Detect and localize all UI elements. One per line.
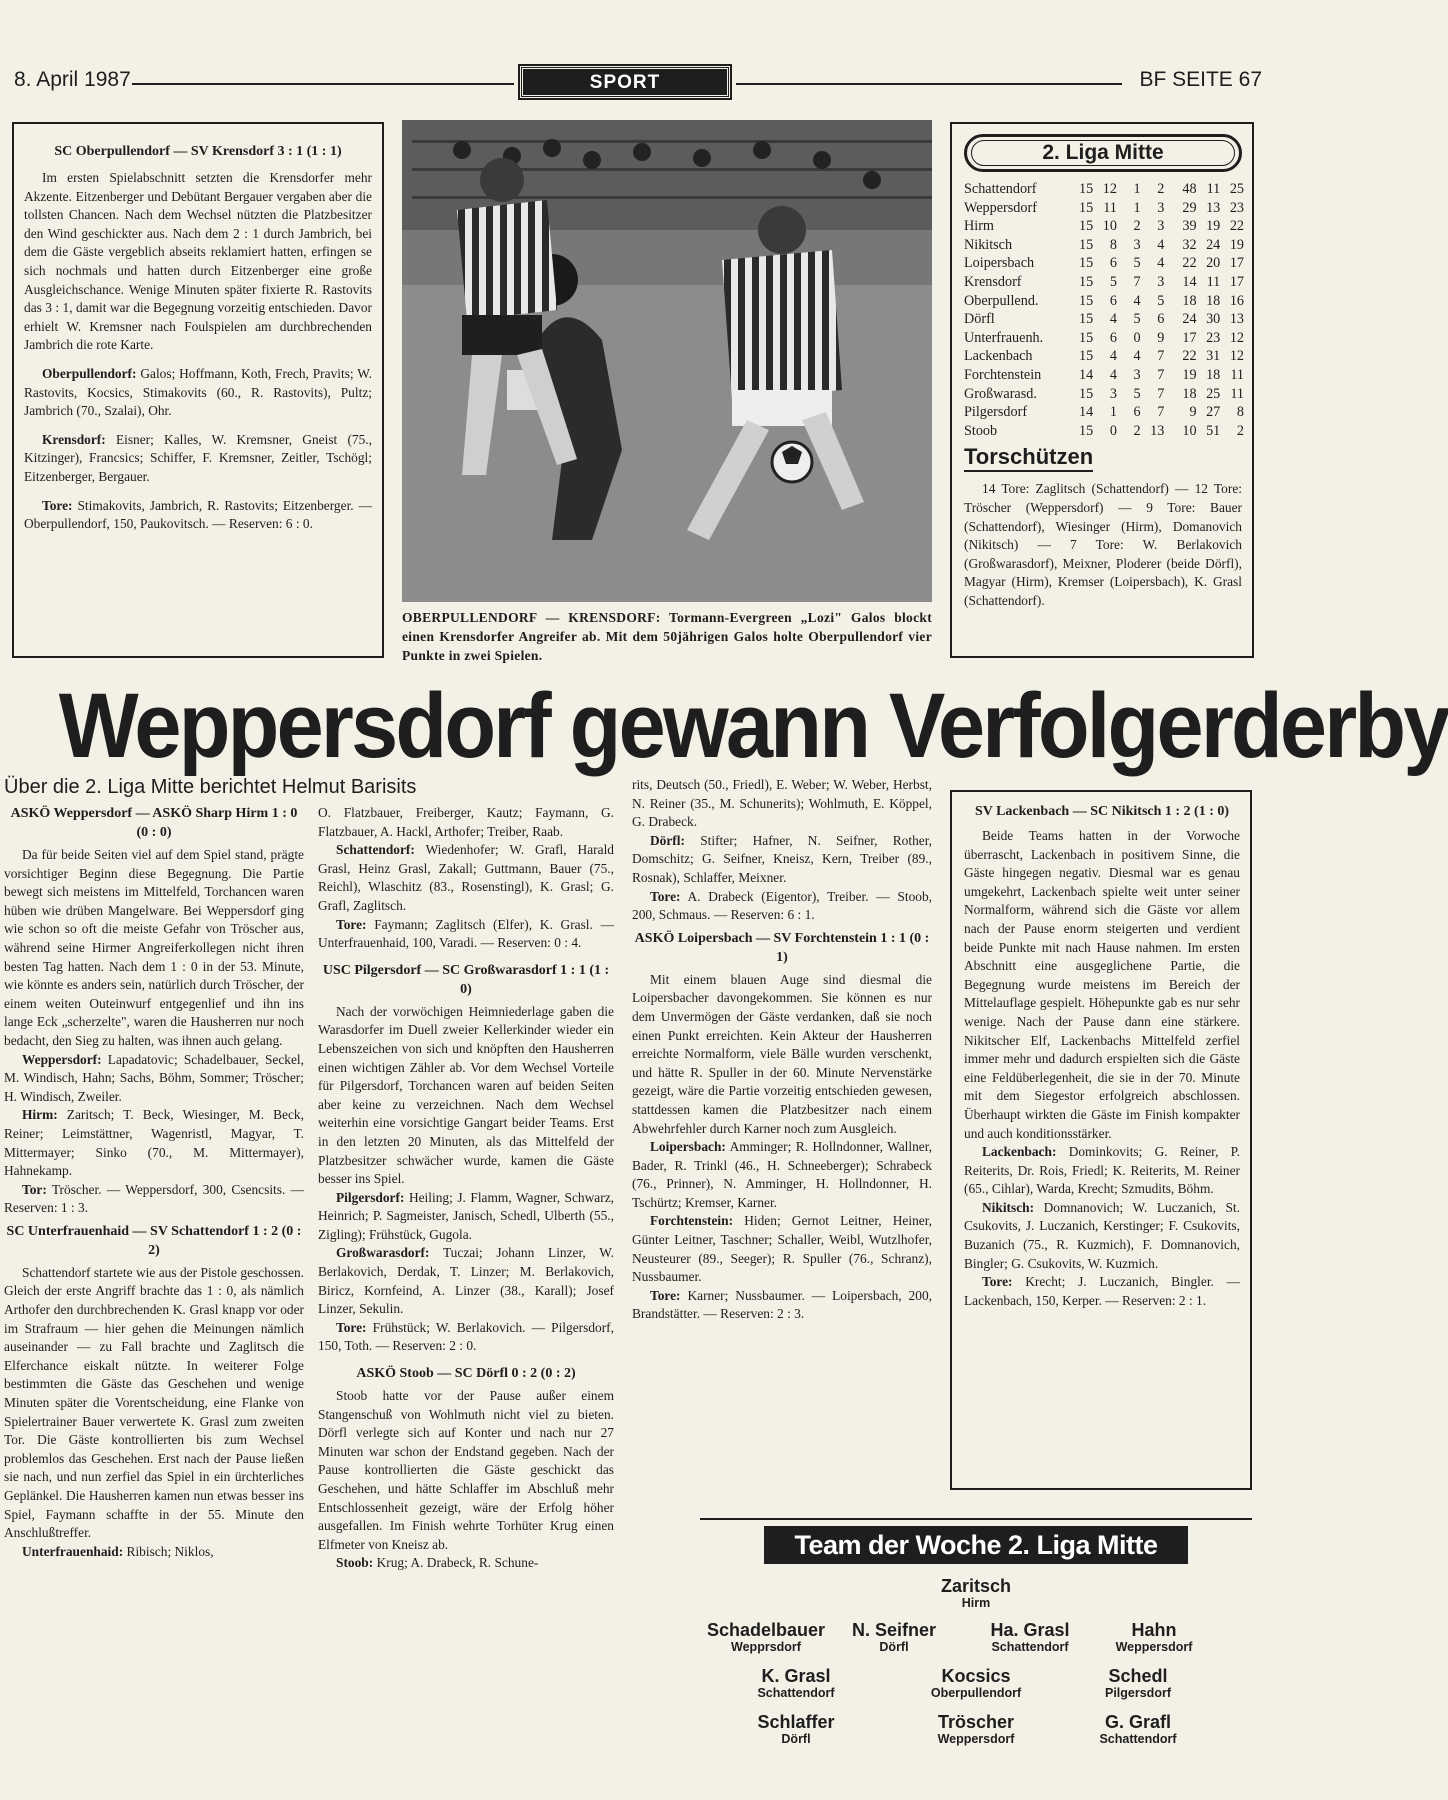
report-lackenbach-nikitsch: Beide Teams hatten in der Vorwoche überrascht, Lackenbach in positivem Sinne, die Gäste hingegen negativ. Diesmal war es genau umgekehrt, Lackenbach spielte weit unter seiner Normalform, während sich die Gäste vor allem nach der Pause enorm steigerten und verdient beide Punkte mit nach Hause nahmen. Im ersten Abschnitt eine ausgeglichene Partie, die Begegnung wurde meistens im Bereich der Mittelauflage gespielt. Höhepunkte gab es nur sehr wenige. Nach der Pause dann eine stärkere. Nikitscher Elf, Lackenbachs Mittelfeld zerfiel immer mehr und dadurch erspielten sich die Gäste eine Feldüberlegenheit, die sie in der 70. Minute mit dem Siegestor erfolgreich abschlossen. Überhaupt wirkten die Gäste im Finish kompakter und auch konditionsstärker. xyxy=(964,828,1240,1141)
stat-cell: 20 xyxy=(1206,255,1221,272)
stat-cell: 4 xyxy=(1157,255,1165,272)
photo-caption: OBERPULLENDORF — KRENSDORF: Tormann-Evergreen „Lozi" Galos blockt einen Krensdorfer Angreifer ab. Mit dem 50jährigen Galos holte Oberpullendorf vier Punkte in zwei Spielen. xyxy=(402,610,932,663)
stat-cell: 3 xyxy=(1157,199,1165,216)
standings-row xyxy=(964,236,1244,255)
lineup-unterfrauenhaid-cont: O. Flatzbauer, Freiberger, Kautz; Faymann, G. Flatzbauer, A. Hackl, Arthofer; Treiber, Raab. xyxy=(318,805,614,839)
stat-cell: 15 xyxy=(1079,311,1094,328)
stat-cell: 13 xyxy=(1206,199,1221,216)
goals-line: Tore: Stimakovits, Jambrich, R. Rastovits; Eitzenberger. — Oberpullendorf, 150, Paukovitsch. — Reserven: 6 : 0. xyxy=(24,497,372,532)
stat-cell: 15 xyxy=(1079,218,1094,235)
league-table xyxy=(964,180,1244,440)
stat-cell: 2 xyxy=(1236,422,1244,439)
stat-cell: 19 xyxy=(1182,366,1197,383)
stat-cell: 4 xyxy=(1109,348,1117,365)
team-name: Pilgersdorf xyxy=(964,404,1028,421)
stat-cell: 6 xyxy=(1157,311,1165,328)
stat-cell: 4 xyxy=(1109,311,1117,328)
byline: Über die 2. Liga Mitte berichtet Helmut Barisits xyxy=(4,776,417,798)
lineup-pilgersdorf: Pilgersdorf: Heiling; J. Flamm, Wagner, Schwarz, Heinrich; P. Sagmeister, Janisch, Schedl, Ulberth (55., Zigling); Frühstück, Gugola. xyxy=(318,1189,614,1242)
lineup-stoob-cont: rits, Deutsch (50., Friedl), E. Weber; W. Weber, Herbst, N. Reiner (35., M. Schunerits); Wohlmuth, E. Köppel, G. Drabeck. xyxy=(632,777,932,830)
goals-pilgersdorf-grosswarasdorf: Tore: Frühstück; W. Berlakovich. — Pilgersdorf, 150, Toth. — Reserven: 2 : 0. xyxy=(318,1319,614,1354)
stat-cell: 23 xyxy=(1206,329,1221,346)
stat-cell: 9 xyxy=(1189,404,1197,421)
article-column-2 xyxy=(318,804,614,1573)
team-name: Schattendorf xyxy=(964,181,1037,197)
lineup-schattendorf: Schattendorf: Wiedenhofer; W. Grafl, Harald Grasl, Heinz Grasl, Zakall; Guttmann, Bauer (75., Reichl), Wlaschitz (83., Rosenstingl), K. Grasl; G. Grafl, Zaglitsch. xyxy=(318,842,614,913)
match-title-loipersbach-forchtenstein: ASKÖ Loipersbach — SV Forchtenstein 1 : 1 (0 : 1) xyxy=(634,930,930,965)
lineup-stoob: Stoob: Krug; A. Drabeck, R. Schune- xyxy=(336,1555,539,1571)
lineup-weppersdorf: Weppersdorf: Lapadatovic; Schadelbauer, Seckel, M. Windisch, Hahn; Sachs, Böhm, Sommer; Tröscher; H. Windisch, Zweiler. xyxy=(4,1051,304,1104)
page-header xyxy=(0,66,1290,102)
header-rule-left xyxy=(132,83,514,85)
goals-unterfrauenhaid-schattendorf: Tore: Faymann; Zaglitsch (Elfer), K. Grasl. — Unterfrauenhaid, 100, Varadi. — Reserven: 0 : 4. xyxy=(318,916,614,951)
stat-cell: 22 xyxy=(1182,348,1197,365)
article-column-1 xyxy=(4,804,304,1561)
team-player: Hahn Weppersdorf xyxy=(1115,1620,1193,1654)
stat-cell: 23 xyxy=(1229,199,1244,216)
stat-cell: 12 xyxy=(1102,181,1117,197)
match-photo xyxy=(402,120,932,602)
section-label: SPORT xyxy=(520,66,730,98)
standings-row xyxy=(964,199,1244,218)
standings-row xyxy=(964,180,1244,199)
stat-cell: 32 xyxy=(1182,236,1197,253)
standings-row xyxy=(964,273,1244,292)
team-player: Schedl Pilgersdorf xyxy=(1105,1666,1171,1700)
standings-row xyxy=(964,329,1244,348)
goals-weppersdorf-hirm: Tor: Tröscher. — Weppersdorf, 300, Csencsits. — Reserven: 1 : 3. xyxy=(4,1181,304,1216)
stat-cell: 7 xyxy=(1133,273,1141,290)
standings-row xyxy=(964,366,1244,385)
stat-cell: 30 xyxy=(1206,311,1221,328)
article-column-3 xyxy=(632,776,932,1324)
stat-cell: 4 xyxy=(1157,236,1165,253)
stat-cell: 6 xyxy=(1133,404,1141,421)
stat-cell: 5 xyxy=(1133,255,1141,272)
team-name: Großwarasd. xyxy=(964,385,1037,402)
team-player: G. Grafl Schattendorf xyxy=(1099,1712,1177,1746)
stat-cell: 7 xyxy=(1157,348,1165,365)
stat-cell: 14 xyxy=(1182,273,1197,290)
team-name: Hirm xyxy=(964,218,994,235)
stat-cell: 1 xyxy=(1133,181,1141,197)
team-name: Unterfrauenh. xyxy=(964,329,1044,346)
team-player: Schadelbauer Wepprsdorf xyxy=(706,1620,826,1654)
standings-row xyxy=(964,385,1244,404)
league-table-box xyxy=(950,122,1254,658)
match-title-lackenbach-nikitsch: SV Lackenbach — SC Nikitsch 1 : 2 (1 : 0) xyxy=(974,804,1230,819)
stat-cell: 5 xyxy=(1157,292,1165,309)
stat-cell: 4 xyxy=(1133,292,1141,309)
stat-cell: 1 xyxy=(1133,199,1141,216)
stat-cell: 19 xyxy=(1229,236,1244,253)
standings-row xyxy=(964,217,1244,236)
stat-cell: 13 xyxy=(1150,422,1165,439)
lineup-unterfrauenhaid: Unterfrauenhaid: Ribisch; Niklos, xyxy=(22,1543,214,1559)
stat-cell: 3 xyxy=(1157,218,1165,235)
goals-loipersbach-forchtenstein: Tore: Karner; Nussbaumer. — Loipersbach, 200, Brandstätter. — Reserven: 2 : 3. xyxy=(632,1287,932,1322)
team-name: Weppersdorf xyxy=(964,199,1037,216)
team-of-the-week-title: Team der Woche 2. Liga Mitte xyxy=(764,1526,1188,1564)
headline: Weppersdorf gewann Verfolgerderby xyxy=(58,675,1448,777)
stat-cell: 15 xyxy=(1079,199,1094,216)
stat-cell: 13 xyxy=(1229,311,1244,328)
stat-cell: 29 xyxy=(1182,199,1197,216)
stat-cell: 16 xyxy=(1229,292,1244,309)
team-player: K. Grasl Schattendorf xyxy=(757,1666,835,1700)
standings-row xyxy=(964,347,1244,366)
lineup-hirm: Hirm: Zaritsch; T. Beck, Wiesinger, M. Beck, Reiner; Leimstättner, Wagenristl, Magyar, T. Mittermayer; Sinko (70., M. Mittermayer), Hahnekamp. xyxy=(4,1107,304,1179)
stat-cell: 11 xyxy=(1230,385,1244,402)
match-report-text: Im ersten Spielabschnitt setzten die Krensdorfer mehr Akzente. Eitzenberger und Debütant Bergauer vergaben aber die tollsten Chancen. Nach dem Wechsel nützten die Platzbesitzer den Wind geschickter aus. Nach dem 2 : 1 durch Jambrich, bei dem die Gäste vergeblich abseits reklamiert hatten, erfingen se sich nochmals und hatten durch Eitzenberger eine große Ausgleichschance. Wenige Minuten später fixierte R. Rastovits das 3 : 1, damit war die Begegnung vorzeitig entschieden. Davor erhielt W. Kremsner nach Foulspielen am durchbrechenden Jambrich die rote Karte. xyxy=(24,170,372,353)
team-name: Stoob xyxy=(964,422,998,439)
stat-cell: 3 xyxy=(1109,385,1117,402)
stat-cell: 7 xyxy=(1157,385,1165,402)
stat-cell: 39 xyxy=(1182,218,1197,235)
stat-cell: 3 xyxy=(1157,273,1165,290)
stat-cell: 11 xyxy=(1206,273,1221,290)
stat-cell: 1 xyxy=(1109,404,1117,421)
stat-cell: 6 xyxy=(1109,255,1117,272)
stat-cell: 14 xyxy=(1079,404,1094,421)
match-title-weppersdorf-hirm: ASKÖ Weppersdorf — ASKÖ Sharp Hirm 1 : 0 (0 : 0) xyxy=(10,806,298,840)
page-number: BF SEITE 67 xyxy=(1139,68,1262,91)
team-name: Krensdorf xyxy=(964,273,1022,290)
team-name: Oberpullend. xyxy=(964,292,1039,309)
standings-row xyxy=(964,254,1244,273)
stat-cell: 8 xyxy=(1109,236,1117,253)
stat-cell: 14 xyxy=(1079,366,1094,383)
stat-cell: 3 xyxy=(1133,366,1141,383)
stat-cell: 0 xyxy=(1133,329,1141,346)
stat-cell: 15 xyxy=(1079,348,1094,365)
team-name: Forchtenstein xyxy=(964,366,1042,383)
lineup-forchtenstein: Forchtenstein: Hiden; Gernot Leitner, Heiner, Günter Leitner, Taschner; Schaller, Weibl, Wutzlhofer, Neusteurer (89., Seeger); R. Spuller (76., Schranz), Nussbaumer. xyxy=(632,1213,932,1285)
stat-cell: 15 xyxy=(1079,255,1094,272)
match-title-stoob-doerfl: ASKÖ Stoob — SC Dörfl 0 : 2 (0 : 2) xyxy=(356,1366,576,1382)
stat-cell: 10 xyxy=(1182,422,1197,439)
stat-cell: 5 xyxy=(1109,273,1117,290)
stat-cell: 17 xyxy=(1229,273,1244,290)
stat-cell: 6 xyxy=(1109,292,1117,309)
stat-cell: 15 xyxy=(1079,329,1094,346)
lineup-doerfl: Dörfl: Stifter; Hafner, N. Seifner, Rother, Domschitz; G. Seifner, Kneisz, Kern, Treiber (89., Rosnak), Schlaffer, Meixner. xyxy=(632,832,932,885)
lineup-krensdorf: Krensdorf: Eisner; Kalles, W. Kremsner, Gneist (75., Kitzinger), Francsics; Schiffer, F. Kremsner, Zeitler, Tschögl; Eitzenberger, Bergauer. xyxy=(24,431,372,484)
stat-cell: 48 xyxy=(1182,181,1197,197)
stat-cell: 17 xyxy=(1182,329,1197,346)
stat-cell: 15 xyxy=(1079,181,1094,197)
stat-cell: 19 xyxy=(1206,218,1221,235)
stat-cell: 7 xyxy=(1157,366,1165,383)
stat-cell: 15 xyxy=(1079,236,1094,253)
stat-cell: 25 xyxy=(1229,181,1244,197)
scorers-heading: Torschützen xyxy=(964,444,1093,472)
header-rule-right xyxy=(736,83,1122,85)
lineup-grosswarasdorf: Großwarasdorf: Tuczai; Johann Linzer, W. Berlakovich, Derdak, T. Linzer; M. Berlakovich, Biricz, Kornfeind, A. Linzer (38., Karall); Josef Linzer, Sekulin. xyxy=(318,1245,615,1317)
match-title-pilgersdorf-grosswarasdorf: USC Pilgersdorf — SC Großwarasdorf 1 : 1 (1 : 0) xyxy=(322,962,610,997)
stat-cell: 18 xyxy=(1206,366,1221,383)
lineup-oberpullendorf: Oberpullendorf: Galos; Hoffmann, Koth, Frech, Pravits; W. Rastovits, Kocsics, Stimakovits (60., R. Rastovits), Pultz; Jambrich (70., Szalai), Ohr. xyxy=(24,365,372,419)
stat-cell: 11 xyxy=(1206,181,1221,197)
stat-cell: 6 xyxy=(1109,329,1117,346)
stat-cell: 2 xyxy=(1133,422,1141,439)
stat-cell: 10 xyxy=(1102,218,1117,235)
goals-lackenbach-nikitsch: Tore: Krecht; J. Luczanich, Bingler. — Lackenbach, 150, Kerper. — Reserven: 2 : 1. xyxy=(964,1274,1240,1308)
lineup-nikitsch: Nikitsch: Domnanovich; W. Luczanich, St. Csukovits, J. Luczanich, Kerstinger; F. Csukovits, Buzanich (75., R. Kuzmich), F. Domnanovich, Bingler; G. Csukovits, W. Kuzmich. xyxy=(964,1199,1240,1271)
standings-row xyxy=(964,292,1244,311)
team-player: Zaritsch Hirm xyxy=(940,1576,1012,1610)
stat-cell: 4 xyxy=(1133,348,1141,365)
match-title-unterfrauenhaid-schattendorf: SC Unterfrauenhaid — SV Schattendorf 1 : 2 (0 : 2) xyxy=(6,1223,302,1258)
team-name: Loipersbach xyxy=(964,255,1035,272)
team-name: Lackenbach xyxy=(964,348,1033,365)
stat-cell: 15 xyxy=(1079,292,1094,309)
lineup-loipersbach: Loipersbach: Amminger; R. Hollndonner, Wallner, Bader, R. Trinkl (46., H. Schneeberger); Schrabeck (76., Prinner), N. Amminger, H. Hollndonner, H. Tschürtz; Kremser, Karner. xyxy=(632,1139,933,1210)
team-name: Dörfl xyxy=(964,311,995,328)
stat-cell: 24 xyxy=(1182,311,1197,328)
stat-cell: 17 xyxy=(1229,255,1244,272)
team-player: Ha. Grasl Schattendorf xyxy=(990,1620,1070,1654)
stat-cell: 22 xyxy=(1229,218,1244,235)
team-name: Nikitsch xyxy=(964,236,1013,253)
team-player: Tröscher Weppersdorf xyxy=(937,1712,1015,1746)
team-player: Schlaffer Dörfl xyxy=(757,1712,835,1746)
match-title: SC Oberpullendorf — SV Krensdorf 3 : 1 (1 : 1) xyxy=(54,144,342,159)
stat-cell: 18 xyxy=(1206,292,1221,309)
report-unterfrauenhaid-schattendorf: Schattendorf startete wie aus der Pistole geschossen. Gleich der erste Angriff brachte das 1 : 0, als nämlich Arthofer den durchbrechenden K. Grasl knapp vor oder im Strafraum — hier gehen die Meinungen nämlich auseinander — zu Fall brachte und Zaglitsch die Elferchance eiskalt nützte. In weiterer Folge bestimmten die Gäste das Geschehen und wenige Minuten später die Vorentscheidung, eine Flanke von Spielertrainer Bauer verwertete K. Grasl zum zweiten Tor. Die Gäste kontrollierten bis zum Wechsel problemlos das Geschehen. Erst nach der Pause ließen sie nach, und nun zerfiel das Spiel in ein ürchterliches Geplänkel. Die Hausherren kamen nun etwas besser ins Spiel, Faymann schaffte in der 55. Minute den Anschlußtreffer. xyxy=(4,1264,304,1541)
stat-cell: 25 xyxy=(1206,385,1221,402)
team-of-the-week xyxy=(700,1518,1252,1796)
stat-cell: 11 xyxy=(1103,199,1117,216)
scorers-text: 14 Tore: Zaglitsch (Schattendorf) — 12 Tore: Tröscher (Weppersdorf) — 9 Tore: Bauer (Schattendorf), Wiesinger (Hirm), Domanovich (Nikitsch) — 7 Tore: W. Berlakovich (Großwarasdorf), Meixner, Ploderer (beide Dörfl), Magyar (Hirm), Kremser (Loipersbach), K. Grasl (Schattendorf). xyxy=(964,481,1242,608)
stat-cell: 12 xyxy=(1229,348,1244,365)
stat-cell: 15 xyxy=(1079,273,1094,290)
stat-cell: 15 xyxy=(1079,385,1094,402)
stat-cell: 8 xyxy=(1236,404,1244,421)
league-table-title: 2. Liga Mitte xyxy=(964,134,1242,172)
team-player: N. Seifner Dörfl xyxy=(851,1620,937,1654)
report-pilgersdorf-grosswarasdorf: Nach der vorwöchigen Heimniederlage gaben die Warasdorfer im Duell zweier Kellerkinder wieder ein Lebenszeichen von sich und knöpften den Hausherren einen wichtigen Zähler ab. Vor dem Wechsel Vorteile für Pilgersdorf, Torchancen waren auf beiden Seiten aber keine zu verzeichnen. Nach dem Wechsel weiterhin eine vorsichtige Gangart beider Teams. Erst in den letzten 20 Minuten, als das Mittelfeld der Platzbesitzer schwächer wurde, kamen die Gäste besser ins Spiel. xyxy=(318,1003,614,1187)
stat-cell: 3 xyxy=(1133,236,1141,253)
stat-cell: 12 xyxy=(1229,329,1244,346)
stat-cell: 2 xyxy=(1133,218,1141,235)
stat-cell: 5 xyxy=(1133,311,1141,328)
issue-date: 8. April 1987 xyxy=(14,68,131,91)
stat-cell: 18 xyxy=(1182,385,1197,402)
standings-row xyxy=(964,310,1244,329)
stat-cell: 0 xyxy=(1109,422,1117,439)
report-stoob-doerfl: Stoob hatte vor der Pause außer einem Stangenschuß von Wohlmuth nicht viel zu bieten. Dörfl verlegte sich auf Konter und nach nur 27 Minuten war schon der Endstand gegeben. Nach der Pause kontrollierten die Gäste geschickt das Geschehen, und hätte Schlaffer im Abschluß mehr Entschlossenheit gezeigt, wäre der Erfolg höher ausgefallen. Im Finish wehrte Torhüter Krug einen Elfmeter von Kneisz ab. xyxy=(318,1388,614,1552)
lineup-lackenbach: Lackenbach: Dominkovits; G. Reiner, P. Reiterits, Dr. Rois, Friedl; K. Reiterits, M. Reiner (65., Cihlar), Warda, Krecht; Szmudits, Böhm. xyxy=(964,1144,1240,1197)
stat-cell: 15 xyxy=(1079,422,1094,439)
report-loipersbach-forchtenstein: Mit einem blauen Auge sind diesmal die Loipersbacher davongekommen. Sie können es nur dem Unvermögen der Gäste verdanken, daß sie noch einen Punkt erreichten. Kein Akteur der Hausherren erreichte Normalform, viele Bälle wurden verschenkt, und hätte R. Spuller in der 60. Minute Nervenstärke gezeigt, wäre die Partie vorzeitig entschieden gewesen, stattdessen kamen die Platzbesitzer nach einem Abwehrfehler durch Karner noch zum Ausgleich. xyxy=(632,971,932,1136)
stat-cell: 5 xyxy=(1133,385,1141,402)
team-player: Kocsics Oberpullendorf xyxy=(930,1666,1022,1700)
match-photo-block xyxy=(402,120,932,663)
stat-cell: 22 xyxy=(1182,255,1197,272)
stat-cell: 18 xyxy=(1182,292,1197,309)
stat-cell: 11 xyxy=(1230,366,1244,383)
stat-cell: 27 xyxy=(1206,404,1221,421)
standings-row xyxy=(964,422,1244,441)
stat-cell: 9 xyxy=(1157,329,1165,346)
stat-cell: 7 xyxy=(1157,404,1165,421)
stat-cell: 31 xyxy=(1206,348,1221,365)
stat-cell: 51 xyxy=(1206,422,1221,439)
stat-cell: 4 xyxy=(1109,366,1117,383)
report-weppersdorf-hirm: Da für beide Seiten viel auf dem Spiel stand, prägte vorsichtiger Beginn diese Begegnung. Die Partie bewegt sich meistens im Mittelfeld, Torchancen waren hüben wie drüben Mangelware. Bei Weppersdorf ging wie schon so oft die meiste Gefahr von Tröscher aus, während seine Hirmer Angreiferkollegen nicht ihren besten Tag hatten. Nach dem 1 : 0 in der 53. Minute, wie könnte es anders sein, natürlich durch Tröscher, der einem weiten Outeinwurf entgegenlief und ihn ins lange Eck „scherzelte", waren die Hausherren nur noch bedacht, den Sieg zu halten, was ihnen auch gelang. xyxy=(4,847,304,1048)
stat-cell: 2 xyxy=(1157,181,1165,197)
goals-stoob-doerfl: Tore: A. Drabeck (Eigentor), Treiber. — Stoob, 200, Schmaus. — Reserven: 6 : 1. xyxy=(632,888,932,923)
match-report-box-oberpullendorf xyxy=(12,122,384,658)
match-report-box-lackenbach xyxy=(950,790,1252,1490)
stat-cell: 24 xyxy=(1206,236,1221,253)
standings-row xyxy=(964,403,1244,422)
